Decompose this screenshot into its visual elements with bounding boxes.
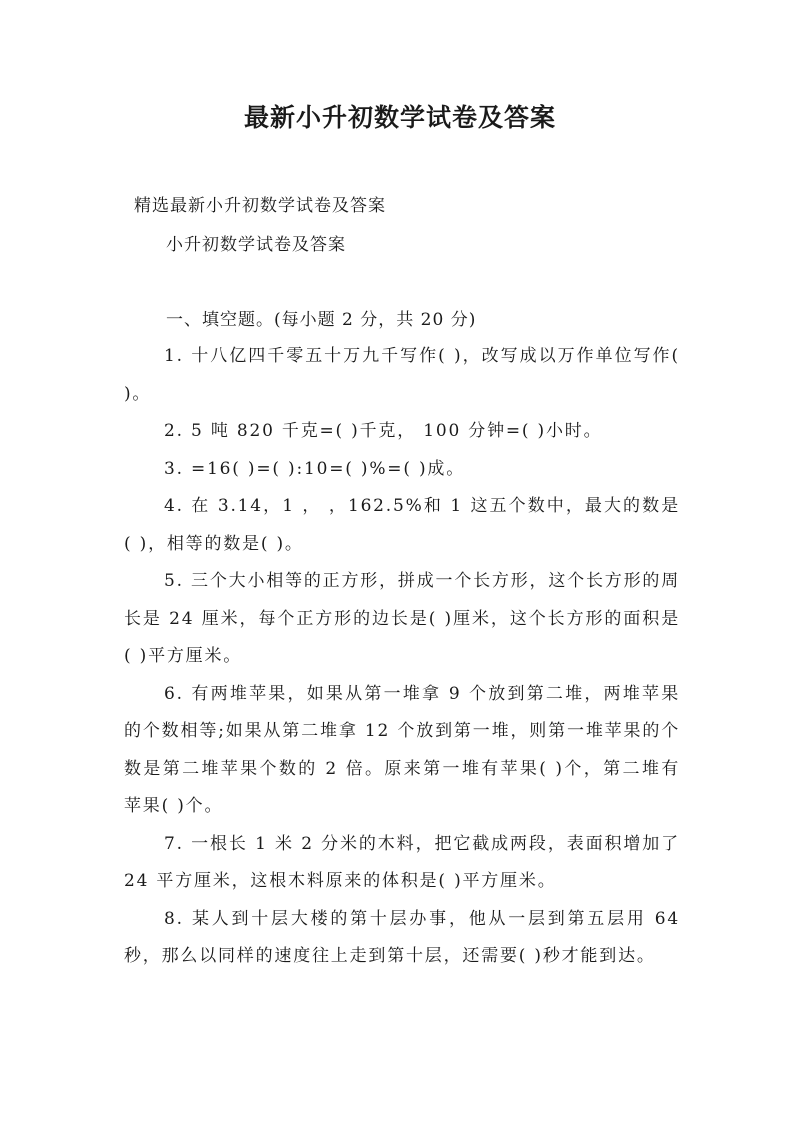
question-8: 8. 某人到十层大楼的第十层办事，他从一层到第五层用 64 秒，那么以同样的速度往上走到第十层，还需要( )秒才能到达。 [124,908,680,966]
section-heading: 一、填空题。(每小题 2 分，共 20 分) [166,310,477,330]
question-7: 7. 一根长 1 米 2 分米的木料，把它截成两段，表面积增加了 24 平方厘米，这根木料原来的体积是( )平方厘米。 [124,833,680,891]
question-2: 2. 5 吨 820 千克=( )千克， 100 分钟=( )小时。 [164,421,603,441]
question-list [124,338,680,976]
document-subtitle-primary: 精选最新小升初数学试卷及答案 [134,196,386,216]
question-4: 4. 在 3.14，1 ， ，162.5%和 1 这五个数中，最大的数是( )，相等的数是( )。 [124,496,680,554]
question-5: 5. 三个大小相等的正方形，拼成一个长方形，这个长方形的周长是 24 厘米，每个正方形的边长是( )厘米，这个长方形的面积是( )平方厘米。 [124,571,680,666]
question-1: 1. 十八亿四千零五十万九千写作( )，改写成以万作单位写作( )。 [124,346,680,404]
question-3: 3. =16( )=( ):10=( )%=( )成。 [164,458,466,479]
document-title: 最新小升初数学试卷及答案 [243,103,556,132]
question-6: 6. 有两堆苹果，如果从第一堆拿 9 个放到第二堆，两堆苹果的个数相等;如果从第二堆拿 12 个放到第一堆，则第一堆苹果的个数是第二堆苹果个数的 2 倍。原来第一堆有苹果( )个，第二堆有苹果( )个。 [124,683,680,816]
document-subtitle-secondary: 小升初数学试卷及答案 [166,235,346,255]
